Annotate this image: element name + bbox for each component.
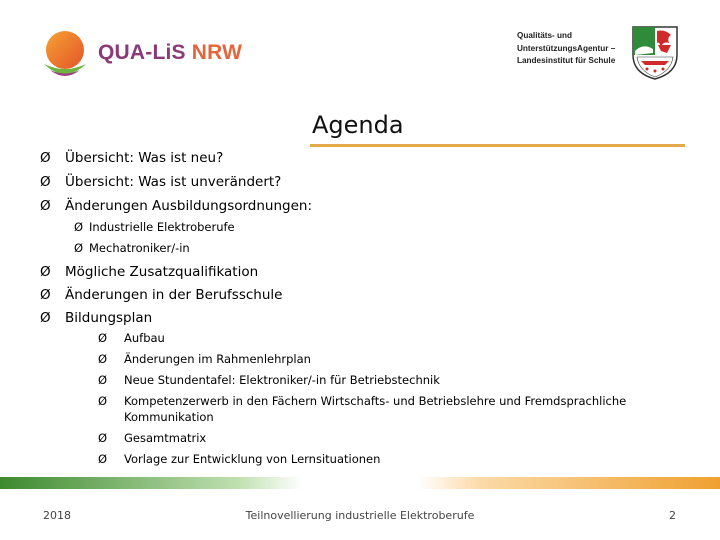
arrow-bullet-icon: Ø — [40, 310, 51, 326]
agency-line: UnterstützungsAgentur – — [517, 43, 616, 53]
agenda-subitem-continuation: Kommunikation — [124, 410, 214, 424]
agenda-subitem: Ø Neue Stundentafel: Elektroniker/-in für Betriebstechnik — [98, 373, 440, 387]
arrow-bullet-icon: Ø — [40, 174, 51, 190]
title-underline — [310, 144, 685, 147]
arrow-bullet-icon: Ø — [74, 241, 84, 255]
agenda-item: Ø Mögliche Zusatzqualifikation — [40, 264, 259, 280]
arrow-bullet-icon: Ø — [40, 287, 51, 303]
slide-title: Agenda — [312, 111, 404, 139]
qualis-logo-text: QUA-LiS NRW — [98, 41, 243, 64]
footer-year: 2018 — [43, 509, 71, 522]
arrow-bullet-icon: Ø — [74, 220, 84, 234]
agenda-subitem: Ø Kompetenzerwerb in den Fächern Wirtschafts- und Betriebslehre und Fremdsprachliche — [98, 394, 627, 408]
footer-color-bar — [0, 477, 720, 489]
agenda-subitem: Ø Vorlage zur Entwicklung von Lernsituationen — [98, 452, 381, 466]
qualis-logo — [38, 28, 243, 84]
arrow-bullet-icon: Ø — [40, 150, 51, 166]
qualis-logo-mark-icon — [38, 28, 92, 82]
agenda-item: Ø Übersicht: Was ist unverändert? — [40, 174, 282, 190]
agency-name — [517, 30, 627, 68]
footer-title: Teilnovellierung industrielle Elektroberufe — [245, 509, 475, 522]
arrow-bullet-icon: Ø — [40, 198, 51, 214]
agency-line: Qualitäts- und — [517, 31, 573, 40]
agenda-subitem: Ø Änderungen im Rahmenlehrplan — [98, 352, 311, 366]
arrow-bullet-icon: Ø — [98, 352, 108, 366]
page-number: 2 — [669, 509, 676, 522]
agenda-subitem: Ø Aufbau — [98, 331, 165, 345]
arrow-bullet-icon: Ø — [98, 331, 108, 345]
agenda-subitem: Ø Mechatroniker/-in — [74, 241, 190, 255]
agenda-subitem: Ø Industrielle Elektroberufe — [74, 220, 235, 234]
arrow-bullet-icon: Ø — [98, 431, 108, 445]
agenda-item: Ø Bildungsplan — [40, 310, 153, 326]
arrow-bullet-icon: Ø — [98, 394, 108, 408]
arrow-bullet-icon: Ø — [40, 264, 51, 280]
agenda-item: Ø Änderungen in der Berufsschule — [40, 287, 283, 303]
agency-line: Landesinstitut für Schule — [517, 56, 616, 65]
agenda-item: Ø Änderungen Ausbildungsordnungen: — [40, 198, 313, 214]
agenda-subitem: Ø Gesamtmatrix — [98, 431, 207, 445]
arrow-bullet-icon: Ø — [98, 452, 108, 466]
arrow-bullet-icon: Ø — [98, 373, 108, 387]
agenda-item: Ø Übersicht: Was ist neu? — [40, 150, 224, 166]
nrw-crest-icon — [631, 25, 679, 81]
